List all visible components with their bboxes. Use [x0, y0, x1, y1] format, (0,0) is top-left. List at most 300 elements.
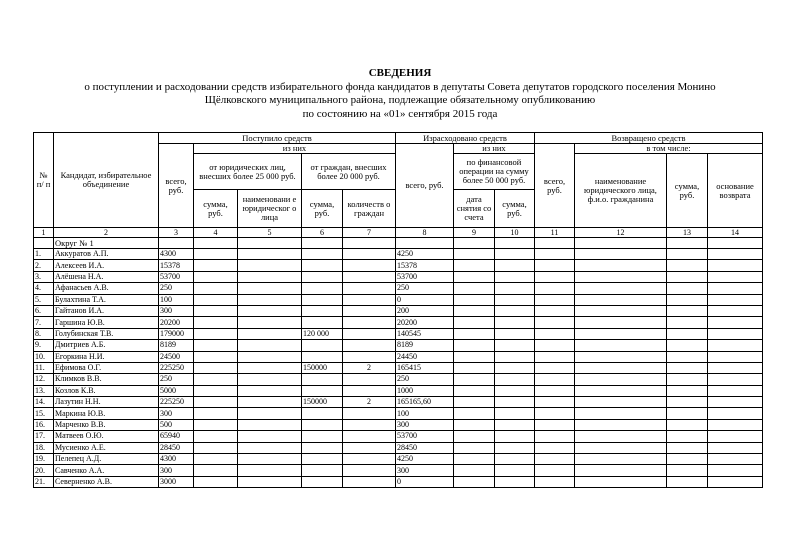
document-subtitle-line1: о поступлении и расходовании средств избирательного фонда кандидатов в депутаты Совета депутатов городского поселения Монино — [84, 80, 716, 93]
col-header-including: в том числе: — [575, 144, 763, 154]
candidate-name: Мусиенко А.Е. — [54, 442, 159, 453]
candidate-name: Аккуратов А.П. — [54, 249, 159, 260]
citizens-count — [343, 465, 396, 476]
citizens-sum — [302, 294, 343, 305]
return-sum — [667, 249, 708, 260]
table-row — [34, 283, 763, 294]
legal-sum — [194, 283, 238, 294]
received-total: 500 — [159, 419, 194, 430]
spent-sum — [495, 465, 535, 476]
spent-total: 200 — [396, 305, 454, 316]
write-off-date — [454, 305, 495, 316]
candidate-name: Ефимова О.Г. — [54, 362, 159, 373]
return-name — [575, 476, 667, 487]
citizens-sum — [302, 476, 343, 487]
col-header-spent-sum: сумма, руб. — [495, 190, 535, 228]
legal-name — [238, 271, 302, 282]
legal-sum — [194, 465, 238, 476]
table-row — [34, 419, 763, 430]
received-total: 20200 — [159, 317, 194, 328]
return-name — [575, 362, 667, 373]
row-number: 7. — [34, 317, 54, 328]
returned-total — [535, 454, 575, 465]
spent-total: 300 — [396, 419, 454, 430]
return-basis — [708, 249, 763, 260]
table-row — [34, 328, 763, 339]
row-number: 6. — [34, 305, 54, 316]
return-name — [575, 454, 667, 465]
citizens-sum — [302, 317, 343, 328]
row-number: 20. — [34, 465, 54, 476]
candidate-name: Алёшена Н.А. — [54, 271, 159, 282]
write-off-date — [454, 362, 495, 373]
return-sum — [667, 271, 708, 282]
returned-total — [535, 419, 575, 430]
returned-total — [535, 283, 575, 294]
return-name — [575, 385, 667, 396]
citizens-sum — [302, 465, 343, 476]
citizens-count — [343, 317, 396, 328]
citizens-count: 2 — [343, 362, 396, 373]
spent-total: 0 — [396, 476, 454, 487]
spent-sum — [495, 260, 535, 271]
legal-sum — [194, 442, 238, 453]
returned-total — [535, 385, 575, 396]
write-off-date — [454, 283, 495, 294]
write-off-date — [454, 328, 495, 339]
column-number-row — [34, 228, 763, 238]
col-header-from-legal: от юридических лиц, внесших более 25 000 руб. — [194, 154, 302, 190]
spent-sum — [495, 431, 535, 442]
legal-sum — [194, 476, 238, 487]
table-row — [34, 294, 763, 305]
returned-total — [535, 408, 575, 419]
spent-total: 1000 — [396, 385, 454, 396]
row-number: 14. — [34, 397, 54, 408]
write-off-date — [454, 397, 495, 408]
col-number: 7 — [343, 228, 396, 238]
row-number: 4. — [34, 283, 54, 294]
candidate-name: Гайтанов И.А. — [54, 305, 159, 316]
spent-sum — [495, 271, 535, 282]
row-number: 9. — [34, 340, 54, 351]
citizens-count — [343, 476, 396, 487]
citizens-sum — [302, 283, 343, 294]
write-off-date — [454, 476, 495, 487]
legal-name — [238, 317, 302, 328]
candidate-name: Дмитриев А.Б. — [54, 340, 159, 351]
spent-sum — [495, 317, 535, 328]
legal-name — [238, 431, 302, 442]
spent-sum — [495, 249, 535, 260]
citizens-count — [343, 249, 396, 260]
returned-total — [535, 305, 575, 316]
return-basis — [708, 283, 763, 294]
table-row — [34, 305, 763, 316]
write-off-date — [454, 351, 495, 362]
returned-total — [535, 271, 575, 282]
write-off-date — [454, 408, 495, 419]
return-basis — [708, 351, 763, 362]
citizens-count — [343, 431, 396, 442]
return-basis — [708, 340, 763, 351]
col-header-return-sum: сумма, руб. — [667, 154, 708, 228]
received-total: 225250 — [159, 362, 194, 373]
write-off-date — [454, 385, 495, 396]
row-number: 8. — [34, 328, 54, 339]
legal-name — [238, 476, 302, 487]
citizens-sum — [302, 260, 343, 271]
candidate-name: Лазутин Н.Н. — [54, 397, 159, 408]
citizens-sum — [302, 408, 343, 419]
spent-total: 8189 — [396, 340, 454, 351]
row-number: 15. — [34, 408, 54, 419]
return-sum — [667, 374, 708, 385]
write-off-date — [454, 454, 495, 465]
col-header-received: Поступило средств — [159, 133, 396, 144]
candidate-name: Пелепец А.Д. — [54, 454, 159, 465]
return-basis — [708, 362, 763, 373]
col-header-citizens-count: количеств о граждан — [343, 190, 396, 228]
col-header-write-off-date: дата снятия со счета — [454, 190, 495, 228]
col-number: 3 — [159, 228, 194, 238]
return-sum — [667, 454, 708, 465]
write-off-date — [454, 317, 495, 328]
col-number: 9 — [454, 228, 495, 238]
citizens-sum — [302, 454, 343, 465]
received-total: 3000 — [159, 476, 194, 487]
row-number: 16. — [34, 419, 54, 430]
citizens-sum — [302, 351, 343, 362]
row-number: 17. — [34, 431, 54, 442]
row-number: 1. — [34, 249, 54, 260]
legal-name — [238, 340, 302, 351]
return-name — [575, 271, 667, 282]
col-header-returned-total: всего, руб. — [535, 144, 575, 228]
col-number: 6 — [302, 228, 343, 238]
return-basis — [708, 419, 763, 430]
legal-name — [238, 419, 302, 430]
citizens-count — [343, 340, 396, 351]
return-sum — [667, 328, 708, 339]
document-header — [30, 67, 770, 121]
col-header-spent: Израсходовано средств — [396, 133, 535, 144]
row-number: 5. — [34, 294, 54, 305]
received-total: 179000 — [159, 328, 194, 339]
col-number: 12 — [575, 228, 667, 238]
return-basis — [708, 385, 763, 396]
spent-total: 100 — [396, 408, 454, 419]
spent-sum — [495, 476, 535, 487]
return-name — [575, 351, 667, 362]
document-title: СВЕДЕНИЯ — [368, 67, 432, 79]
return-name — [575, 294, 667, 305]
candidate-name: Гаршина Ю.В. — [54, 317, 159, 328]
received-total: 250 — [159, 374, 194, 385]
legal-name — [238, 408, 302, 419]
legal-name — [238, 328, 302, 339]
citizens-count — [343, 305, 396, 316]
row-number: 11. — [34, 362, 54, 373]
return-name — [575, 397, 667, 408]
col-header-return-basis: основание возврата — [708, 154, 763, 228]
return-sum — [667, 442, 708, 453]
received-total: 15378 — [159, 260, 194, 271]
spent-total: 140545 — [396, 328, 454, 339]
citizens-sum: 120 000 — [302, 328, 343, 339]
candidate-name: Козлов К.В. — [54, 385, 159, 396]
district-row — [34, 238, 763, 249]
spent-total: 4250 — [396, 454, 454, 465]
candidate-name: Матвеев О.Ю. — [54, 431, 159, 442]
citizens-sum: 150000 — [302, 362, 343, 373]
return-name — [575, 408, 667, 419]
return-name — [575, 442, 667, 453]
return-name — [575, 305, 667, 316]
row-number: 2. — [34, 260, 54, 271]
legal-sum — [194, 271, 238, 282]
spent-sum — [495, 454, 535, 465]
legal-name — [238, 305, 302, 316]
returned-total — [535, 476, 575, 487]
citizens-count — [343, 328, 396, 339]
candidate-name: Климков В.В. — [54, 374, 159, 385]
returned-total — [535, 362, 575, 373]
legal-sum — [194, 317, 238, 328]
row-number: 18. — [34, 442, 54, 453]
return-basis — [708, 305, 763, 316]
spent-sum — [495, 283, 535, 294]
table-row — [34, 271, 763, 282]
table-row — [34, 260, 763, 271]
received-total: 8189 — [159, 340, 194, 351]
table-row — [34, 476, 763, 487]
table-row — [34, 351, 763, 362]
citizens-count — [343, 260, 396, 271]
return-sum — [667, 317, 708, 328]
legal-name — [238, 397, 302, 408]
return-sum — [667, 408, 708, 419]
row-number: 13. — [34, 385, 54, 396]
citizens-count — [343, 271, 396, 282]
table-row — [34, 454, 763, 465]
col-header-num: № п/ п — [34, 133, 54, 228]
spent-total: 250 — [396, 374, 454, 385]
citizens-count — [343, 408, 396, 419]
col-header-from-citizens: от граждан, внесших более 20 000 руб. — [302, 154, 396, 190]
legal-name — [238, 465, 302, 476]
col-header-spent-of-them: из них — [454, 144, 535, 154]
legal-name — [238, 374, 302, 385]
citizens-sum — [302, 419, 343, 430]
legal-name — [238, 351, 302, 362]
col-number: 4 — [194, 228, 238, 238]
returned-total — [535, 260, 575, 271]
citizens-sum — [302, 271, 343, 282]
write-off-date — [454, 260, 495, 271]
report-table-body — [34, 238, 763, 488]
col-header-legal-name: наименовани е юридическог о лица — [238, 190, 302, 228]
spent-sum — [495, 408, 535, 419]
table-row — [34, 408, 763, 419]
legal-sum — [194, 294, 238, 305]
table-row — [34, 442, 763, 453]
write-off-date — [454, 465, 495, 476]
legal-sum — [194, 431, 238, 442]
received-total: 250 — [159, 283, 194, 294]
row-number: 21. — [34, 476, 54, 487]
table-row — [34, 317, 763, 328]
legal-sum — [194, 351, 238, 362]
legal-name — [238, 249, 302, 260]
return-basis — [708, 431, 763, 442]
col-header-returned: Возвращено средств — [535, 133, 763, 144]
legal-sum — [194, 397, 238, 408]
citizens-count — [343, 374, 396, 385]
spent-sum — [495, 294, 535, 305]
spent-sum — [495, 419, 535, 430]
citizens-sum — [302, 340, 343, 351]
returned-total — [535, 249, 575, 260]
spent-total: 165165,60 — [396, 397, 454, 408]
return-name — [575, 465, 667, 476]
col-header-return-name: наименование юридического лица, ф.и.о. гражданина — [575, 154, 667, 228]
spent-sum — [495, 385, 535, 396]
return-sum — [667, 362, 708, 373]
document-subtitle-line2: Щёлковского муниципального района, подлежащие обязательному опубликованию — [204, 94, 596, 106]
candidate-name: Алексеев И.А. — [54, 260, 159, 271]
citizens-sum — [302, 431, 343, 442]
write-off-date — [454, 374, 495, 385]
candidate-name: Афанасьев А.В. — [54, 283, 159, 294]
legal-sum — [194, 419, 238, 430]
table-row — [34, 374, 763, 385]
received-total: 5000 — [159, 385, 194, 396]
spent-total: 15378 — [396, 260, 454, 271]
col-header-legal-sum: сумма, руб. — [194, 190, 238, 228]
return-sum — [667, 385, 708, 396]
citizens-count — [343, 442, 396, 453]
citizens-count — [343, 351, 396, 362]
spent-sum — [495, 351, 535, 362]
received-total: 53700 — [159, 271, 194, 282]
spent-sum — [495, 340, 535, 351]
received-total: 225250 — [159, 397, 194, 408]
legal-sum — [194, 340, 238, 351]
col-number: 10 — [495, 228, 535, 238]
returned-total — [535, 465, 575, 476]
col-number: 5 — [238, 228, 302, 238]
write-off-date — [454, 431, 495, 442]
return-name — [575, 260, 667, 271]
spent-total: 165415 — [396, 362, 454, 373]
table-row — [34, 385, 763, 396]
col-number: 13 — [667, 228, 708, 238]
returned-total — [535, 294, 575, 305]
received-total: 24500 — [159, 351, 194, 362]
return-sum — [667, 351, 708, 362]
legal-sum — [194, 454, 238, 465]
legal-name — [238, 283, 302, 294]
spent-total: 4250 — [396, 249, 454, 260]
citizens-count — [343, 294, 396, 305]
citizens-sum — [302, 442, 343, 453]
spent-sum — [495, 374, 535, 385]
received-total: 28450 — [159, 442, 194, 453]
returned-total — [535, 317, 575, 328]
spent-total: 300 — [396, 465, 454, 476]
citizens-count: 2 — [343, 397, 396, 408]
return-sum — [667, 305, 708, 316]
legal-name — [238, 454, 302, 465]
write-off-date — [454, 271, 495, 282]
return-sum — [667, 294, 708, 305]
return-sum — [667, 476, 708, 487]
legal-sum — [194, 374, 238, 385]
returned-total — [535, 431, 575, 442]
spent-sum — [495, 362, 535, 373]
received-total: 300 — [159, 465, 194, 476]
col-number: 14 — [708, 228, 763, 238]
legal-sum — [194, 408, 238, 419]
return-name — [575, 328, 667, 339]
legal-sum — [194, 362, 238, 373]
return-sum — [667, 340, 708, 351]
table-row — [34, 249, 763, 260]
col-number: 8 — [396, 228, 454, 238]
citizens-count — [343, 454, 396, 465]
return-basis — [708, 397, 763, 408]
return-basis — [708, 408, 763, 419]
return-sum — [667, 397, 708, 408]
citizens-sum — [302, 249, 343, 260]
row-number: 19. — [34, 454, 54, 465]
candidate-name: Голубинская Т.В. — [54, 328, 159, 339]
document-subtitle-line3: по состоянию на «01» сентября 2015 года — [302, 107, 498, 120]
return-name — [575, 283, 667, 294]
legal-sum — [194, 260, 238, 271]
spent-total: 0 — [396, 294, 454, 305]
legal-name — [238, 442, 302, 453]
citizens-count — [343, 419, 396, 430]
spent-total: 250 — [396, 283, 454, 294]
report-table — [33, 132, 763, 488]
spent-total: 20200 — [396, 317, 454, 328]
table-row — [34, 362, 763, 373]
return-basis — [708, 476, 763, 487]
citizens-sum: 150000 — [302, 397, 343, 408]
received-total: 300 — [159, 408, 194, 419]
return-sum — [667, 283, 708, 294]
return-basis — [708, 260, 763, 271]
spent-total: 28450 — [396, 442, 454, 453]
spent-total: 53700 — [396, 271, 454, 282]
spent-total: 53700 — [396, 431, 454, 442]
return-basis — [708, 465, 763, 476]
return-sum — [667, 260, 708, 271]
returned-total — [535, 351, 575, 362]
legal-name — [238, 260, 302, 271]
return-sum — [667, 431, 708, 442]
return-basis — [708, 294, 763, 305]
table-row — [34, 431, 763, 442]
return-basis — [708, 442, 763, 453]
return-name — [575, 317, 667, 328]
received-total: 4300 — [159, 454, 194, 465]
col-header-received-total: всего, руб. — [159, 144, 194, 228]
col-header-financial-op: по финансовой операции на сумму более 50 000 руб. — [454, 154, 535, 190]
col-header-candidate: Кандидат, избирательное объединение — [54, 133, 159, 228]
